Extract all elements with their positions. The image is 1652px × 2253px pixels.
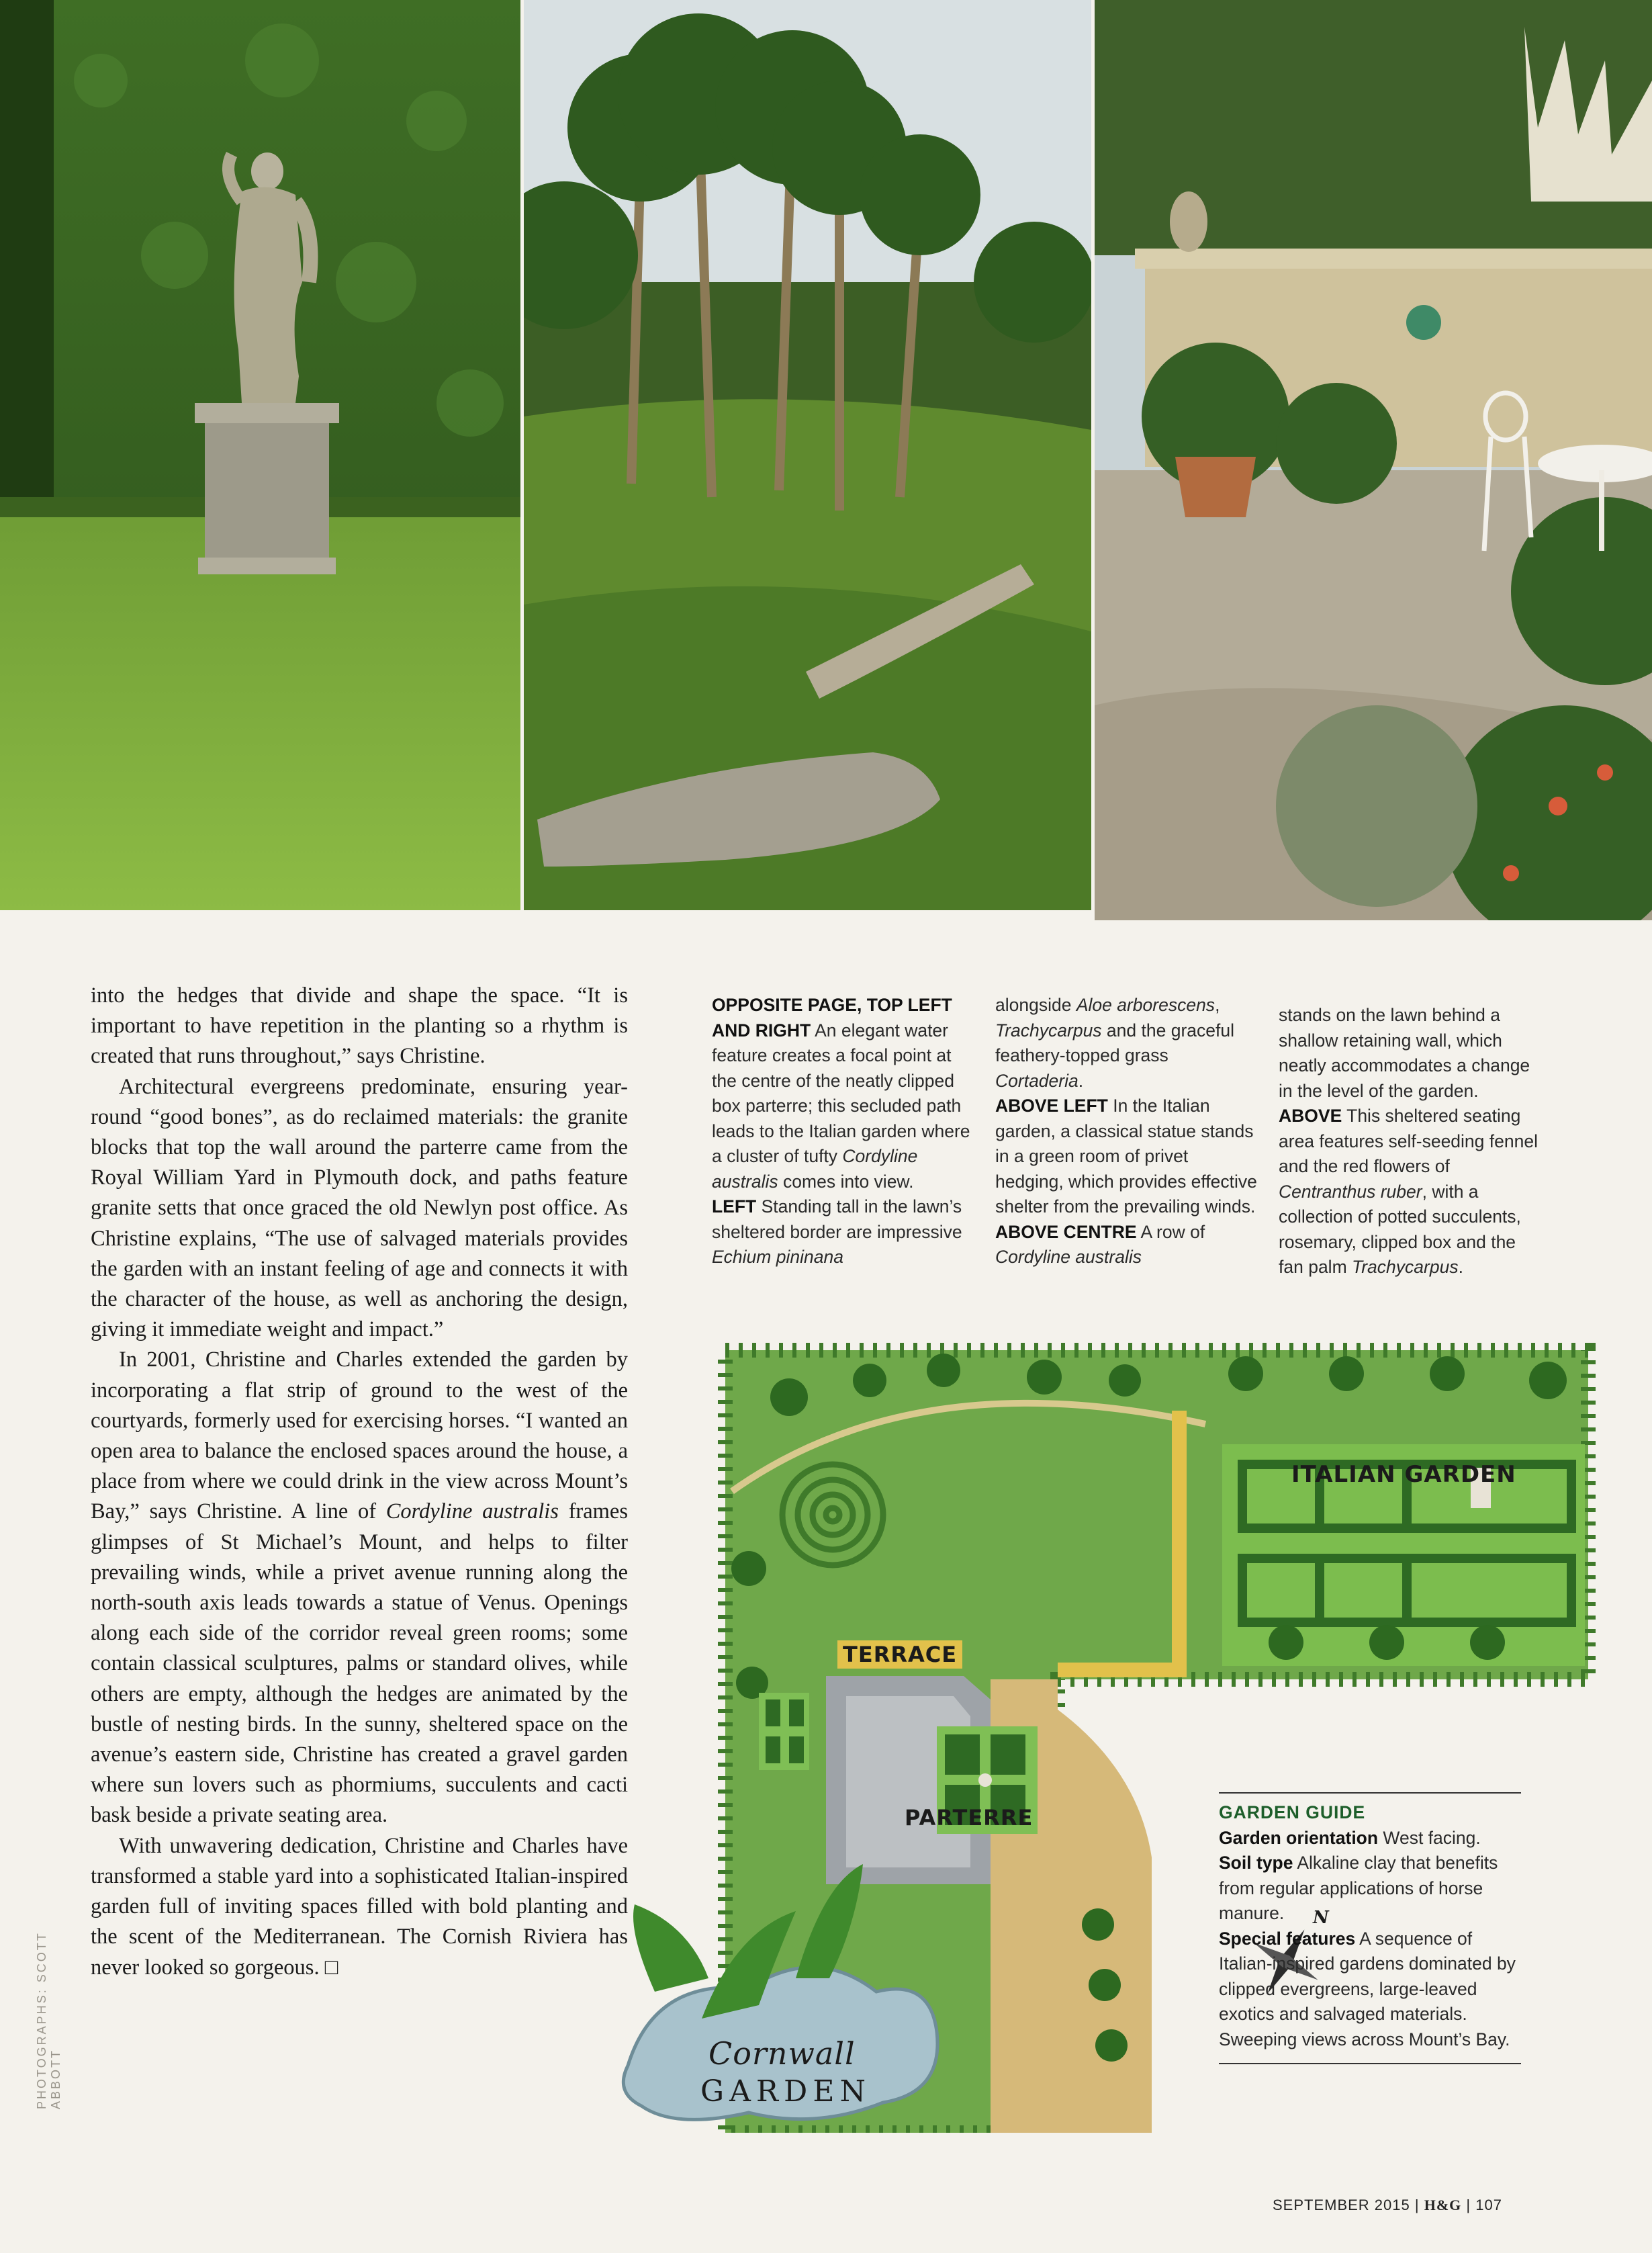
guide-features-value: A sequence of Italian-inspired gardens dominated by clipped evergreens, large-leaved exotics and salvaged materials. Sweeping views across Mount’s Bay. <box>1219 1928 1516 2049</box>
guide-features-label: Special features <box>1219 1928 1356 1949</box>
cordyline-row-photo <box>524 0 1091 910</box>
guide-soil <box>1219 1851 1521 1927</box>
page-folio <box>1273 2197 1502 2214</box>
body-paragraph-3 <box>91 1345 628 1830</box>
article-body <box>91 981 628 1983</box>
caption-5-italic: Centranthus ruber <box>1279 1181 1422 1202</box>
map-label-italian-garden: ITALIAN GARDEN <box>1291 1461 1516 1488</box>
body-paragraph-1: into the hedges that divide and shape the space. “It is important to have repetition in the planting so a rhythm is created that runs throughout,” says Christine. <box>91 983 628 1069</box>
caption-1-heading: OPPOSITE PAGE, TOP LEFT AND RIGHT <box>712 995 952 1041</box>
body-paragraph-3-start: In 2001, Christine and Charles extended the garden by incorporating a flat strip of ground to the west of the courtyards, formerly used for exercising horses. “I wanted an open area to balance the enclosed spaces around the house, a place from where we could drink in the view across Mount’s Bay,” says Christine. A line of <box>91 1348 628 1524</box>
caption-column-2 <box>995 993 1257 1270</box>
caption-2-italic-2: Aloe arborescens <box>1076 995 1215 1015</box>
caption-5-text-c: . <box>1458 1257 1463 1277</box>
end-mark: □ <box>324 1955 338 1980</box>
folio-sep-1: | <box>1414 2197 1424 2213</box>
caption-1-text-b: comes into view. <box>778 1171 914 1192</box>
caption-5-italic-2: Trachycarpus <box>1352 1257 1459 1277</box>
guide-title: GARDEN GUIDE <box>1219 1802 1366 1822</box>
body-paragraph-4 <box>91 1831 628 1983</box>
caption-1-italic: Cordyline australis <box>712 1146 918 1192</box>
compass-north-label: N <box>1313 1908 1330 1928</box>
caption-4-heading: ABOVE CENTRE <box>995 1221 1137 1242</box>
caption-3-text: In the Italian garden, a classical statue stands in a green room of privet hedging, which provides effective shelter from the prevailing winds. <box>995 1096 1257 1217</box>
folio-month: SEPTEMBER 2015 <box>1273 2197 1410 2213</box>
caption-2-text-a: Standing tall in the lawn’s sheltered border are impressive <box>712 1196 962 1242</box>
body-paragraph-2: Architectural evergreens predominate, ensuring year-round “good bones”, as do reclaimed materials: the granite blocks that top the wall around the parterre came from the Royal William Yard in Plymouth dock, and paths feature granite setts that once graced the old Newlyn post office. As Christine explains, “The use of salvaged materials provides the garden with an instant feeling of age and connects it with the character of the house, as well as anchoring the design, giving it immediate weight and impact.” <box>91 1074 628 1342</box>
guide-soil-value: Alkaline clay that benefits from regular applications of horse manure. <box>1219 1853 1498 1923</box>
caption-2-text-d: and the graceful feathery-topped grass <box>995 1020 1234 1065</box>
caption-2-text-e: . <box>1078 1070 1084 1091</box>
guide-bottom-rule <box>1219 2063 1521 2064</box>
folio-magazine: H&G <box>1424 2197 1462 2213</box>
body-paragraph-3-end: frames glimpses of St Michael’s Mount, and helps to filter prevailing winds, while a privet avenue running along the north-south axis leads towards a statue of Venus. Openings along each side of the corridor reveal green rooms; some contain classical sculptures, palms or standard olives, while others are empty, although the hedges are animated by the bustle of nesting birds. In the sunny, sheltered space on the avenue’s eastern side, Christine has created a gravel garden where sun lovers such as phormiums, succulents and cacti bask beside a private seating area. <box>91 1499 628 1828</box>
caption-1-text-a: An elegant water feature creates a focal point at the centre of the neatly clipped box parterre; this secluded path leads to the Italian garden where a cluster of tufty <box>712 1020 970 1166</box>
caption-2-heading: LEFT <box>712 1196 757 1217</box>
map-label-parterre: PARTERRE <box>905 1805 1034 1830</box>
statue-hedge-photo <box>0 0 520 910</box>
map-title-line-1: Cornwall <box>708 2035 856 2072</box>
guide-orientation-value: West facing. <box>1378 1827 1481 1848</box>
caption-2-text-c: , <box>1215 995 1220 1015</box>
map-label-terrace: TERRACE <box>837 1640 962 1669</box>
caption-5-text-a: This sheltered seating area features self-seeding fennel and the red flowers of <box>1279 1106 1538 1176</box>
guide-features <box>1219 1927 1521 2053</box>
caption-2-text-b: alongside <box>995 995 1076 1015</box>
garden-guide <box>1219 1792 1521 2064</box>
guide-soil-label: Soil type <box>1219 1853 1293 1873</box>
map-title-line-2: GARDEN <box>700 2074 871 2109</box>
caption-column-3 <box>1279 1003 1541 1280</box>
caption-2-italic-4: Cortaderia <box>995 1070 1079 1091</box>
caption-2-italic: Echium pininana <box>712 1247 843 1267</box>
photo-credit: PHOTOGRAPHS: SCOTT ABBOTT <box>35 1931 62 2109</box>
caption-5-text-b: , with a collection of potted succulents, rosemary, clipped box and the fan palm <box>1279 1181 1521 1277</box>
body-paragraph-3-italic: Cordyline australis <box>385 1499 559 1524</box>
photo-captions <box>712 993 1545 1315</box>
guide-orientation-label: Garden orientation <box>1219 1827 1379 1848</box>
caption-4-text-a: A row of <box>1136 1221 1205 1242</box>
folio-page-number: 107 <box>1475 2197 1502 2213</box>
caption-5-heading: ABOVE <box>1279 1106 1342 1126</box>
caption-2-italic-3: Trachycarpus <box>995 1020 1102 1041</box>
folio-sep-2: | <box>1466 2197 1476 2213</box>
caption-4-text-b: stands on the lawn behind a shallow retaining wall, which neatly accommodates a change in the level of the garden. <box>1279 1005 1530 1101</box>
guide-top-rule <box>1219 1792 1521 1794</box>
caption-column-1 <box>712 993 974 1270</box>
guide-orientation <box>1219 1826 1521 1851</box>
body-paragraph-4-text: With unwavering dedication, Christine and Charles have transformed a stable yard into a sophisticated Italian-inspired garden full of inviting spaces filled with bold planting and the scent of the Mediterranean. The Cornish Riviera has never looked so gorgeous. <box>91 1833 628 1980</box>
seating-area-photo <box>1095 0 1652 920</box>
caption-4-italic: Cordyline australis <box>995 1247 1142 1267</box>
caption-3-heading: ABOVE LEFT <box>995 1096 1108 1116</box>
